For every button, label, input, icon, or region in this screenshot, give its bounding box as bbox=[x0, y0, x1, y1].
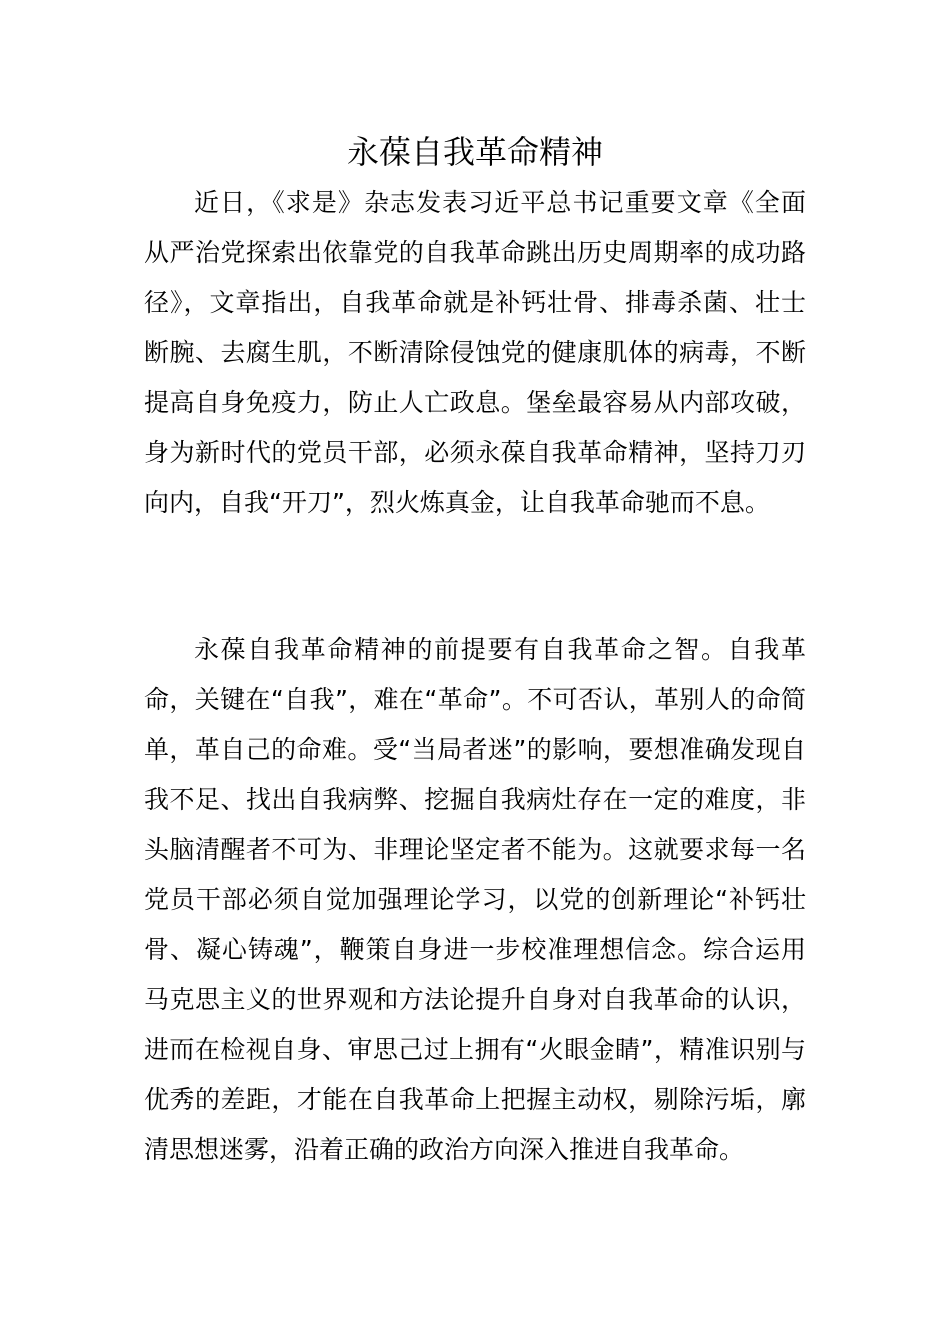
document-title: 永葆自我革命精神 bbox=[346, 133, 603, 171]
paragraph-2: 永葆自我革命精神的前提要有自我革命之智。自我革命，关键在“自我”，难在“革命”。不可否认，革别人的命简单，革自己的命难。受“当局者迷”的影响，要想准确发现自我不足、找出自我病弊、挖掘自我病灶存在一定的难度，非头脑清醒者不可为、非理论坚定者不能为。这就要求每一名党员干部必须自觉加强理论学习，以党的创新理论“补钙壮骨、凝心铸魂”，鞭策自身进一步校准理想信念。综合运用马克思主义的世界观和方法论提升自身对自我革命的认识，进而在检视自身、审思己过上拥有“火眼金睛”，精准识别与优秀的差距，才能在自我革命上把握主动权，剔除污垢，廓清思想迷雾，沿着正确的政治方向深入推进自我革命。 bbox=[144, 635, 806, 1164]
paragraph-1: 近日，《求是》杂志发表习近平总书记重要文章《全面从严治党探索出依靠党的自我革命跳出历史周期率的成功路径》，文章指出，自我革命就是补钙壮骨、排毒杀菌、壮士断腕、去腐生肌，不断清除侵蚀党的健康肌体的病毒，不断提高自身免疫力，防止人亡政息。堡垒最容易从内部攻破，身为新时代的党员干部，必须永葆自我革命精神，坚持刀刃向内，自我“开刀”，烈火炼真金，让自我革命驰而不息。 bbox=[144, 188, 806, 517]
